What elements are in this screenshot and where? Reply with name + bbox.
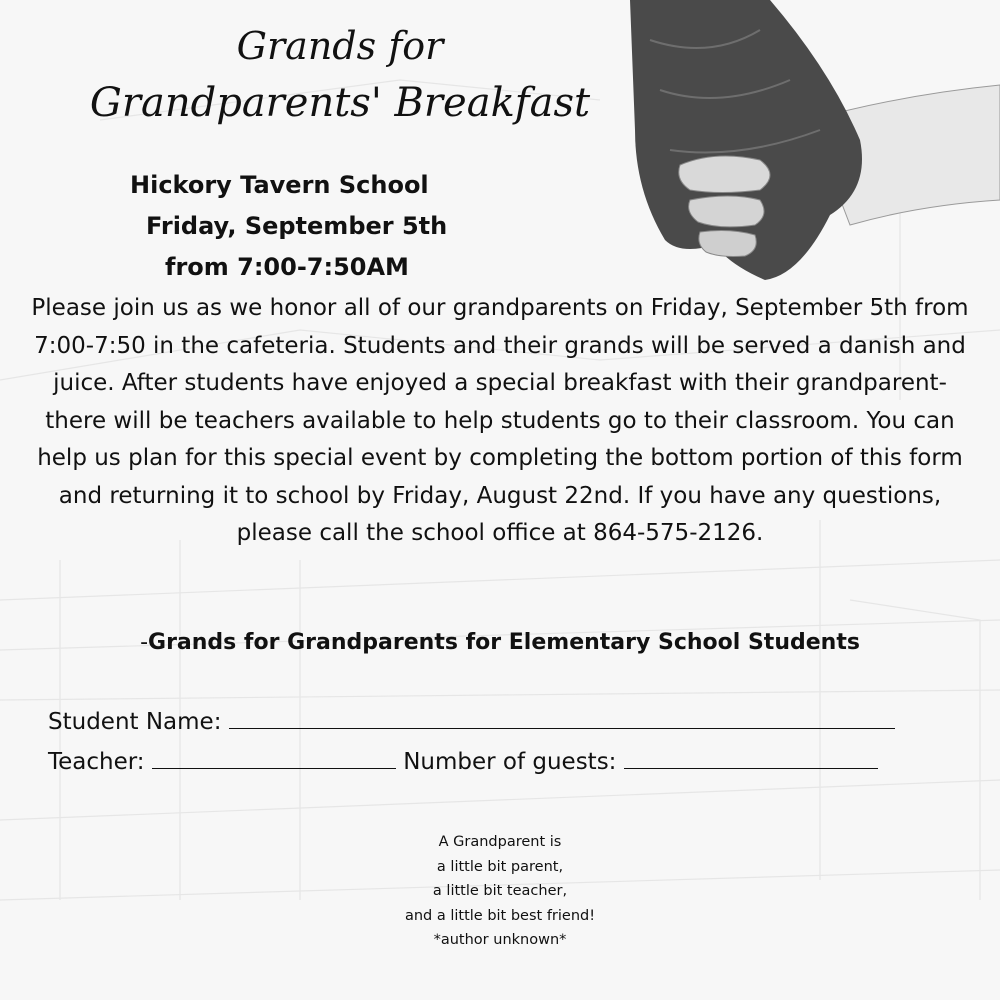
signoff-text: Grands for Grandparents for Elementary School Students (148, 630, 860, 655)
quote-line: a little bit parent, (436, 858, 564, 875)
signoff-dash: - (140, 630, 149, 655)
student-name-label: Student Name: (48, 709, 222, 735)
title-line-1: Grands for (236, 24, 444, 68)
school-name: Hickory Tavern School (130, 171, 429, 199)
quote-line: A Grandparent is (438, 834, 562, 850)
quote-line: and a little bit best friend! (404, 907, 596, 924)
quote-line: a little bit teacher, (432, 883, 568, 899)
guests-blank[interactable] (624, 746, 878, 769)
grandparent-quote (0, 830, 1000, 953)
quote-author: *author unknown* (433, 932, 567, 948)
student-name-row (48, 706, 948, 735)
teacher-label: Teacher: (48, 749, 145, 775)
student-name-blank[interactable] (229, 706, 895, 729)
guests-label: Number of guests: (403, 749, 617, 775)
teacher-blank[interactable] (152, 746, 396, 769)
signoff (0, 630, 1000, 655)
title-line-2: Grandparents' Breakfast (89, 80, 591, 126)
event-date: Friday, September 5th (146, 212, 448, 240)
event-time: from 7:00-7:50AM (165, 253, 409, 281)
invitation-paragraph: Please join us as we honor all of our grandparents on Friday, September 5th from 7:00-7:50 in the cafeteria. Students and their grands will be served a danish and juice. After students have enjoyed a special breakfast with their grandparent- there will be teachers available to help students go to their classroom. You can help us plan for this special event by completing the bottom portion of this form and returning it to school by Friday, August 22nd. If you have any questions, please call the school office at 864-575-2126. (31, 295, 969, 546)
teacher-guests-row (48, 746, 948, 775)
holding-hands-photo (620, 0, 1000, 290)
